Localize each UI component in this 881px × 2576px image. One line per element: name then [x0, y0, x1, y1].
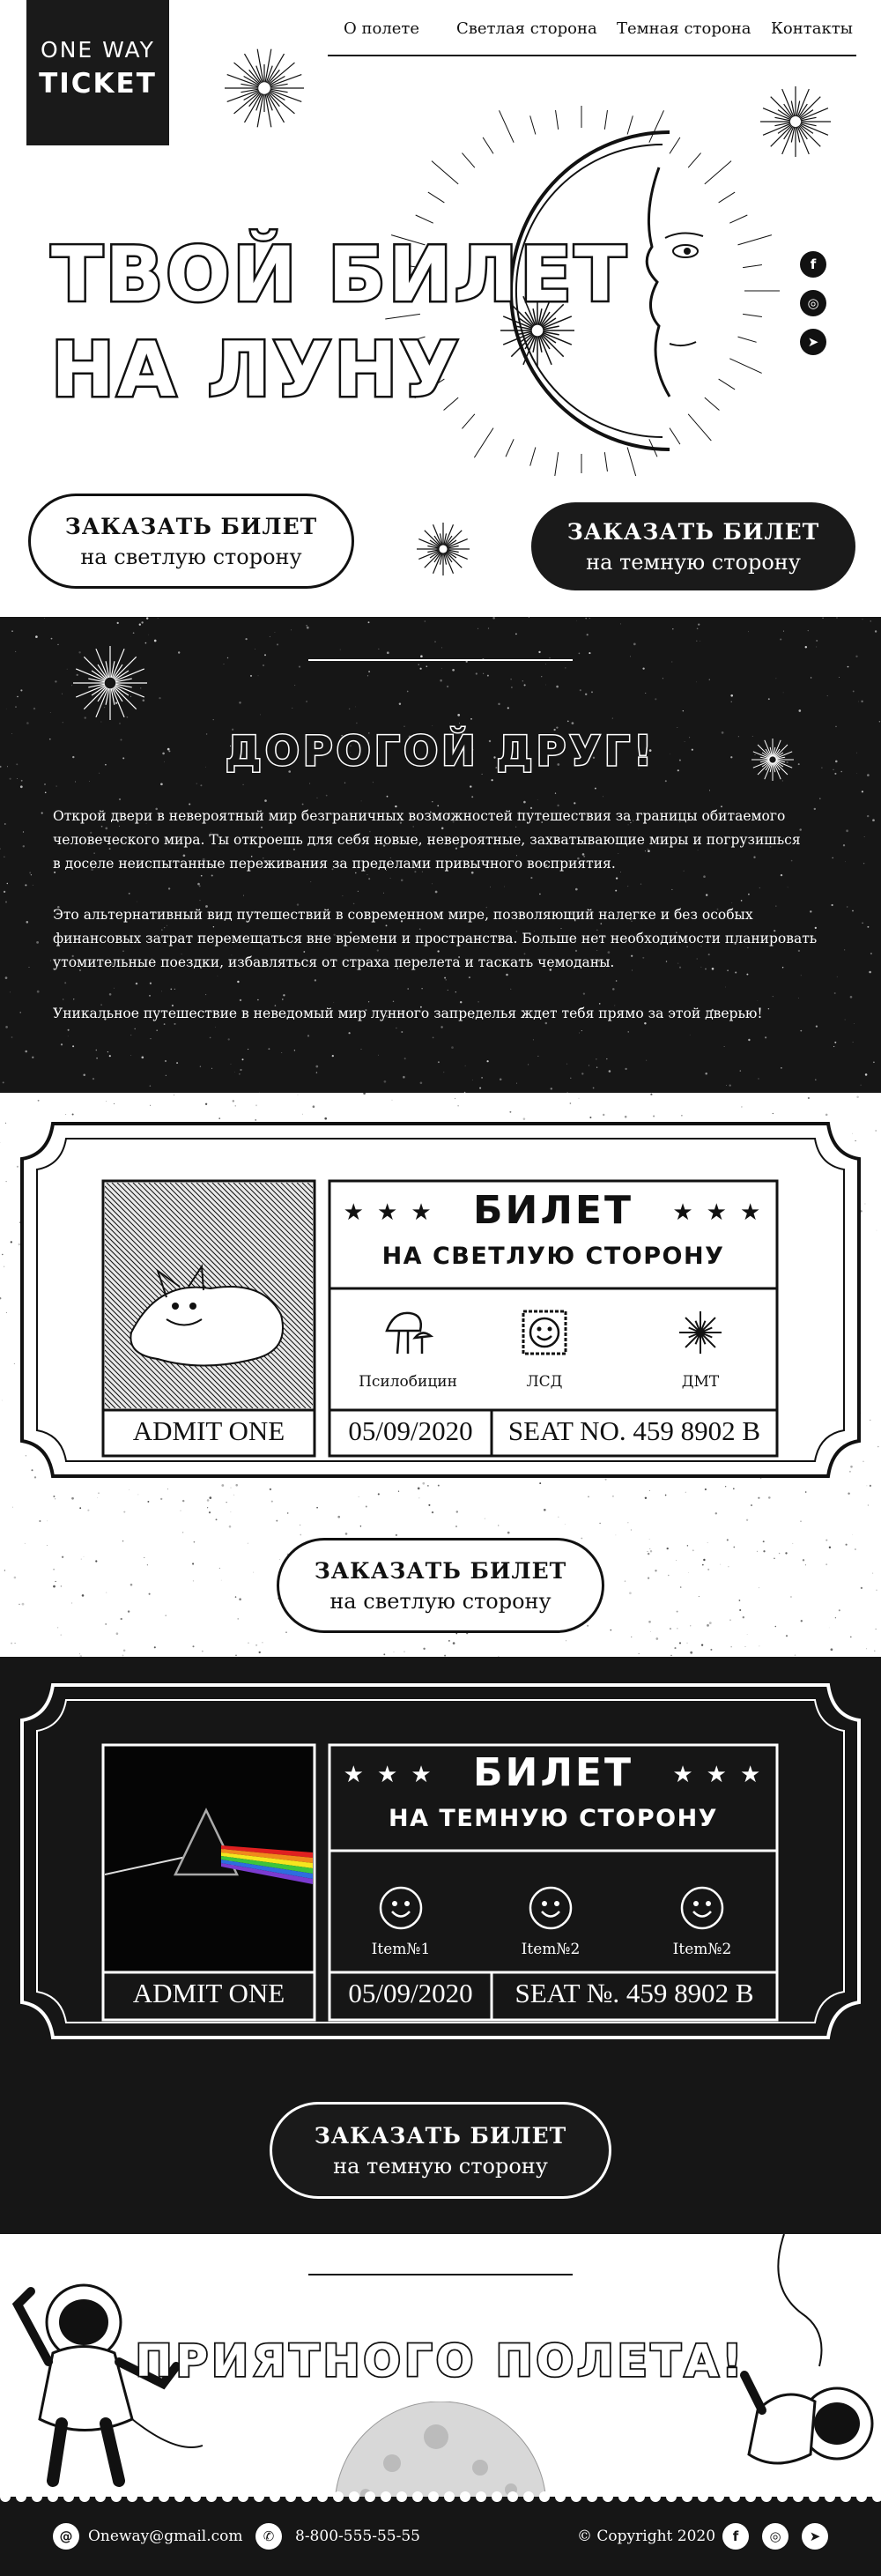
prism-illustration [105, 1747, 313, 1971]
dark-ticket-title: БИЛЕТ [473, 1750, 633, 1795]
starburst-decoration [410, 516, 480, 586]
friend-paragraph-2-line-3: утомительные поездки, избавляться от страха перелета и таскать чемоданы. [53, 954, 615, 970]
order-dark-button[interactable] [531, 502, 855, 590]
dark-ticket-item-3: Item№2 [672, 1941, 732, 1958]
mushroom-icon [381, 1306, 434, 1359]
ticket-perforation [0, 2490, 881, 2504]
dark-ticket-stars-left: ★ ★ ★ [343, 1762, 434, 1788]
hero-section [0, 0, 881, 617]
telegram-icon[interactable]: ➤ [802, 2523, 828, 2550]
dear-friend-section [0, 617, 881, 1093]
smiley-icon [377, 1884, 425, 1932]
order-light-button[interactable] [28, 494, 354, 589]
order-dark-button-label: ЗАКАЗАТЬ БИЛЕТ [566, 518, 820, 545]
nav-item-contacts[interactable]: Контакты [771, 19, 853, 38]
dark-ticket-admit: ADMIT ONE [132, 1978, 285, 2008]
order-dark-button-sub: на темную сторону [586, 549, 801, 575]
nav-divider [328, 55, 856, 56]
blotter-smiley-icon [518, 1306, 571, 1359]
nav-item-light-side[interactable]: Светлая сторона [456, 19, 597, 38]
light-ticket-item-1: Псилобицин [359, 1373, 457, 1391]
nav-item-dark-side[interactable]: Темная сторона [617, 19, 751, 38]
dmt-burst-icon [674, 1306, 727, 1359]
dark-ticket-date: 05/09/2020 [348, 1978, 473, 2008]
friend-paragraph-3: Уникальное путешествие в неведомый мир лунного запределья ждет тебя прямо за этой дверью! [53, 1006, 763, 1021]
hero-title-line1: ТВОЙ БИЛЕТ [51, 231, 629, 319]
instagram-icon[interactable]: ◎ [762, 2523, 788, 2550]
dark-ticket-title-wrap [329, 1750, 777, 1795]
light-ticket-item-2: ЛСД [526, 1373, 563, 1391]
footer-copyright: © Copyright 2020 [577, 2528, 716, 2545]
light-ticket-title-wrap [329, 1188, 777, 1233]
footer-email-link[interactable]: Oneway@gmail.com [88, 2528, 243, 2545]
light-ticket-stars-left: ★ ★ ★ [343, 1199, 434, 1226]
smiley-icon [527, 1884, 574, 1932]
dark-ticket-stars-right: ★ ★ ★ [672, 1762, 764, 1788]
facebook-icon[interactable]: f [722, 2523, 749, 2550]
dark-ticket-item-2: Item№2 [521, 1941, 581, 1958]
dark-ticket-section [0, 1657, 881, 2234]
light-ticket-subtitle: НА СВЕТЛУЮ СТОРОНУ [381, 1243, 725, 1270]
logo-line2: TICKET [39, 68, 157, 100]
order-light-ticket-button-label: ЗАКАЗАТЬ БИЛЕТ [314, 1557, 567, 1584]
light-ticket-item-3: ДМТ [681, 1373, 720, 1391]
friend-paragraph-2-line-1: Это альтернативный вид путешествий в современном мире, позволяющий налегке и без особых [53, 907, 753, 923]
logo[interactable] [26, 0, 169, 145]
friend-paragraph-1-line-3: в доселе неиспытанные переживания за пределами привычного восприятия. [53, 856, 616, 872]
order-dark-ticket-button-label: ЗАКАЗАТЬ БИЛЕТ [314, 2122, 567, 2149]
order-light-button-label: ЗАКАЗАТЬ БИЛЕТ [64, 513, 318, 539]
logo-line1: ONE WAY [41, 37, 155, 63]
email-icon: @ [53, 2523, 79, 2550]
footer-title: ПРИЯТНОГО ПОЛЕТА! [135, 2335, 746, 2387]
light-ticket-title: БИЛЕТ [473, 1188, 633, 1233]
friend-title: ДОРОГОЙ ДРУГ! [225, 727, 656, 775]
light-ticket-stars-right: ★ ★ ★ [672, 1199, 764, 1226]
dark-ticket-subtitle: НА ТЕМНУЮ СТОРОНУ [389, 1805, 718, 1832]
hero-title [51, 227, 629, 418]
starburst-decoration [216, 40, 313, 137]
friend-paragraph-1-line-2: человеческого мира. Ты откроешь для себя новые, невероятные, захватывающие миры и погрузишься [53, 832, 801, 848]
footer-phone-link[interactable]: 8-800-555-55-55 [295, 2528, 420, 2545]
friend-paragraph-2-line-2: финансовых затрат перемещаться вне времени и пространства. Больше нет необходимости планировать [53, 931, 818, 947]
footer-section [0, 2234, 881, 2576]
light-ticket-admit: ADMIT ONE [132, 1415, 285, 1446]
order-light-ticket-button-sub: на светлую сторону [329, 1588, 552, 1614]
smiley-icon [678, 1884, 726, 1932]
order-light-ticket-button[interactable] [277, 1538, 604, 1633]
telegram-icon[interactable]: ➤ [800, 329, 826, 355]
dark-ticket-item-1: Item№1 [371, 1941, 431, 1958]
phone-icon: ✆ [255, 2523, 282, 2550]
starburst-decoration [66, 639, 154, 727]
section-divider [308, 659, 573, 661]
nav-item-about[interactable]: О полете [344, 19, 420, 38]
light-ticket-seat: SEAT NO. 459 8902 B [507, 1415, 761, 1446]
dark-ticket-seat: SEAT №. 459 8902 B [515, 1978, 754, 2008]
order-dark-ticket-button[interactable] [270, 2102, 611, 2199]
friend-paragraph-1-line-1: Открой двери в невероятный мир безграничных возможностей путешествия за границы обитаемого [53, 808, 786, 824]
instagram-icon[interactable]: ◎ [800, 290, 826, 316]
order-light-button-sub: на светлую сторону [80, 544, 302, 569]
light-ticket-section [0, 1093, 881, 1657]
order-dark-ticket-button-sub: на темную сторону [333, 2153, 548, 2179]
cheshire-cat-illustration [105, 1183, 313, 1408]
facebook-icon[interactable]: f [800, 251, 826, 278]
footer-bar [0, 2497, 881, 2576]
hero-title-line2: НА ЛУНУ [51, 326, 462, 414]
section-divider [308, 2274, 573, 2275]
light-ticket-date: 05/09/2020 [348, 1415, 473, 1446]
